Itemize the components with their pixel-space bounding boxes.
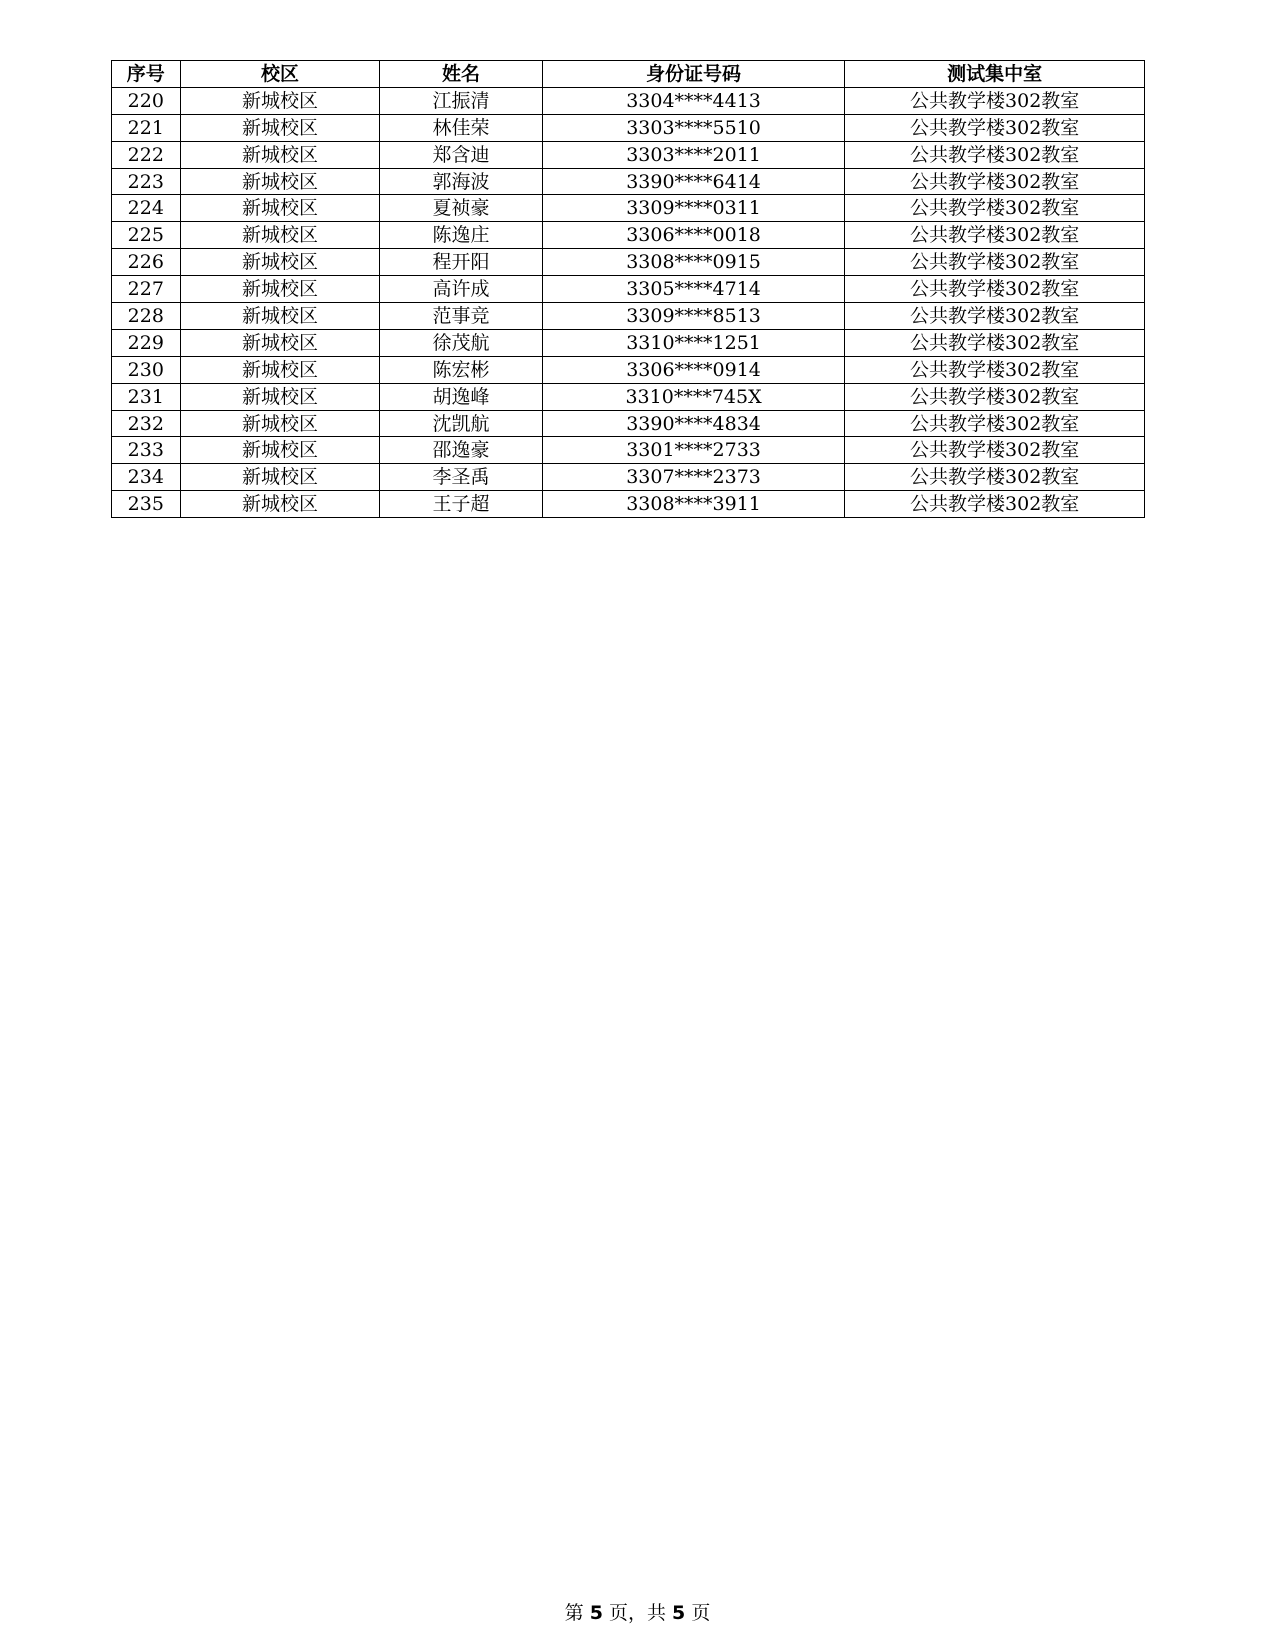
- cell-campus: 新城校区: [180, 303, 380, 330]
- cell-test-room: 公共教学楼302教室: [845, 410, 1145, 437]
- page-footer: [0, 1601, 1275, 1625]
- cell-name: 李圣禹: [380, 464, 542, 491]
- cell-id-number: 3390****6414: [542, 168, 845, 195]
- header-name: 姓名: [380, 61, 542, 88]
- cell-campus: 新城校区: [180, 329, 380, 356]
- cell-id-number: 3308****0915: [542, 249, 845, 276]
- cell-serial-number: 224: [112, 195, 181, 222]
- table-row: [112, 87, 1145, 114]
- header-id-number: 身份证号码: [542, 61, 845, 88]
- roster-table: [111, 60, 1145, 518]
- cell-id-number: 3310****745X: [542, 383, 845, 410]
- table-row: [112, 410, 1145, 437]
- cell-test-room: 公共教学楼302教室: [845, 303, 1145, 330]
- table-row: [112, 195, 1145, 222]
- table-row: [112, 383, 1145, 410]
- cell-name: 范事竞: [380, 303, 542, 330]
- cell-campus: 新城校区: [180, 249, 380, 276]
- cell-id-number: 3304****4413: [542, 87, 845, 114]
- cell-serial-number: 222: [112, 141, 181, 168]
- cell-serial-number: 223: [112, 168, 181, 195]
- cell-id-number: 3310****1251: [542, 329, 845, 356]
- cell-name: 程开阳: [380, 249, 542, 276]
- cell-name: 王子超: [380, 491, 542, 518]
- cell-serial-number: 229: [112, 329, 181, 356]
- cell-name: 沈凯航: [380, 410, 542, 437]
- cell-serial-number: 221: [112, 114, 181, 141]
- cell-serial-number: 227: [112, 276, 181, 303]
- cell-campus: 新城校区: [180, 195, 380, 222]
- footer-total-pages: 5: [672, 1602, 686, 1624]
- table-header: [112, 61, 1145, 88]
- cell-name: 徐茂航: [380, 329, 542, 356]
- table-row: [112, 141, 1145, 168]
- cell-id-number: 3306****0018: [542, 222, 845, 249]
- cell-campus: 新城校区: [180, 114, 380, 141]
- cell-serial-number: 234: [112, 464, 181, 491]
- footer-prefix: 第: [564, 1602, 590, 1624]
- cell-name: 郑含迪: [380, 141, 542, 168]
- cell-serial-number: 230: [112, 356, 181, 383]
- cell-test-room: 公共教学楼302教室: [845, 437, 1145, 464]
- table-row: [112, 329, 1145, 356]
- table-row: [112, 114, 1145, 141]
- cell-name: 林佳荣: [380, 114, 542, 141]
- cell-serial-number: 220: [112, 87, 181, 114]
- cell-campus: 新城校区: [180, 141, 380, 168]
- cell-campus: 新城校区: [180, 168, 380, 195]
- cell-test-room: 公共教学楼302教室: [845, 276, 1145, 303]
- cell-campus: 新城校区: [180, 276, 380, 303]
- cell-test-room: 公共教学楼302教室: [845, 356, 1145, 383]
- cell-name: 高许成: [380, 276, 542, 303]
- footer-middle: 页，共: [602, 1602, 673, 1624]
- header-row: [112, 61, 1145, 88]
- cell-id-number: 3305****4714: [542, 276, 845, 303]
- footer-suffix: 页: [685, 1602, 711, 1624]
- cell-name: 江振清: [380, 87, 542, 114]
- cell-campus: 新城校区: [180, 222, 380, 249]
- cell-campus: 新城校区: [180, 410, 380, 437]
- cell-id-number: 3303****5510: [542, 114, 845, 141]
- cell-test-room: 公共教学楼302教室: [845, 491, 1145, 518]
- cell-serial-number: 228: [112, 303, 181, 330]
- cell-campus: 新城校区: [180, 87, 380, 114]
- table-row: [112, 222, 1145, 249]
- cell-campus: 新城校区: [180, 383, 380, 410]
- cell-campus: 新城校区: [180, 437, 380, 464]
- cell-id-number: 3306****0914: [542, 356, 845, 383]
- cell-id-number: 3390****4834: [542, 410, 845, 437]
- cell-name: 胡逸峰: [380, 383, 542, 410]
- cell-serial-number: 233: [112, 437, 181, 464]
- cell-id-number: 3303****2011: [542, 141, 845, 168]
- cell-name: 陈宏彬: [380, 356, 542, 383]
- cell-test-room: 公共教学楼302教室: [845, 222, 1145, 249]
- table-row: [112, 303, 1145, 330]
- cell-name: 夏祯豪: [380, 195, 542, 222]
- cell-test-room: 公共教学楼302教室: [845, 249, 1145, 276]
- cell-test-room: 公共教学楼302教室: [845, 168, 1145, 195]
- cell-test-room: 公共教学楼302教室: [845, 141, 1145, 168]
- cell-serial-number: 231: [112, 383, 181, 410]
- cell-name: 郭海波: [380, 168, 542, 195]
- table-row: [112, 356, 1145, 383]
- cell-name: 邵逸豪: [380, 437, 542, 464]
- cell-campus: 新城校区: [180, 491, 380, 518]
- table-row: [112, 464, 1145, 491]
- table-body: [112, 87, 1145, 517]
- table-row: [112, 168, 1145, 195]
- cell-id-number: 3307****2373: [542, 464, 845, 491]
- table-row: [112, 491, 1145, 518]
- cell-id-number: 3308****3911: [542, 491, 845, 518]
- cell-test-room: 公共教学楼302教室: [845, 114, 1145, 141]
- cell-test-room: 公共教学楼302教室: [845, 464, 1145, 491]
- cell-id-number: 3301****2733: [542, 437, 845, 464]
- cell-serial-number: 226: [112, 249, 181, 276]
- cell-test-room: 公共教学楼302教室: [845, 383, 1145, 410]
- table-row: [112, 437, 1145, 464]
- cell-serial-number: 225: [112, 222, 181, 249]
- table-row: [112, 276, 1145, 303]
- cell-test-room: 公共教学楼302教室: [845, 195, 1145, 222]
- cell-test-room: 公共教学楼302教室: [845, 87, 1145, 114]
- cell-serial-number: 235: [112, 491, 181, 518]
- cell-serial-number: 232: [112, 410, 181, 437]
- cell-id-number: 3309****0311: [542, 195, 845, 222]
- footer-current-page: 5: [589, 1602, 603, 1624]
- cell-campus: 新城校区: [180, 464, 380, 491]
- cell-test-room: 公共教学楼302教室: [845, 329, 1145, 356]
- cell-campus: 新城校区: [180, 356, 380, 383]
- cell-name: 陈逸庄: [380, 222, 542, 249]
- cell-id-number: 3309****8513: [542, 303, 845, 330]
- header-campus: 校区: [180, 61, 380, 88]
- header-serial-number: 序号: [112, 61, 181, 88]
- header-test-room: 测试集中室: [845, 61, 1145, 88]
- table-row: [112, 249, 1145, 276]
